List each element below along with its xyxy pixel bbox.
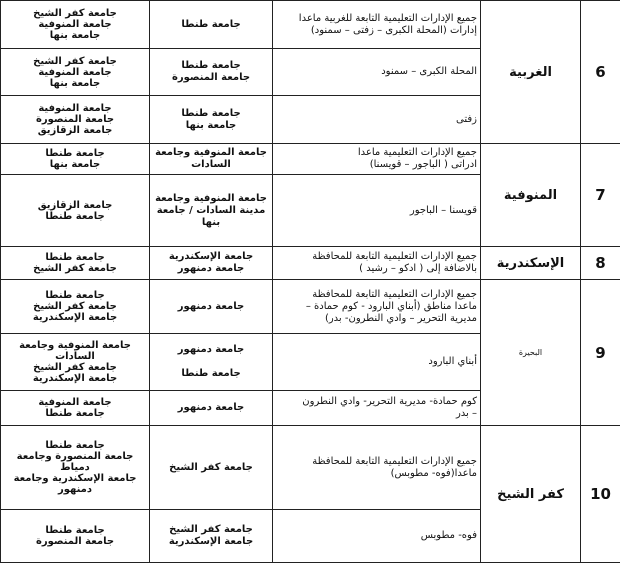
assigned-university-cell	[150, 49, 273, 96]
cell-line: جامعة الإسكندرية	[153, 536, 269, 548]
cell-line: كوم حمادة- مديرية التحرير- وادي النطرون	[276, 396, 477, 408]
cell-line: جامعة الإسكندرية	[153, 251, 269, 263]
cell-line: جميع الإدارات التعليمية التابعة للمحافظة	[276, 456, 477, 468]
cell-line: مدينة السادات / جامعة	[153, 205, 269, 217]
cell-line: جامعة طنطا	[4, 211, 146, 222]
admin-areas-cell	[273, 280, 481, 334]
alternative-universities-cell	[1, 391, 150, 426]
assigned-university-cell	[150, 391, 273, 426]
governorate-name: كفر الشيخ	[481, 426, 581, 563]
cell-line: جميع الإدارات التعليمية التابعة للغربية ماعدا	[276, 13, 477, 25]
cell-line: جامعة الإسكندرية وجامعة	[4, 473, 146, 484]
cell-line: جامعة الإسكندرية	[4, 312, 146, 323]
cell-line: قويسنا – الباجور	[276, 205, 477, 217]
cell-line: جامعة المنصورة	[4, 114, 146, 125]
cell-line	[153, 356, 269, 368]
table-row	[1, 280, 620, 334]
cell-line: إدارات (المحلة الكبرى – زفتى – سمنود)	[276, 25, 477, 37]
assigned-university-cell	[150, 247, 273, 280]
admin-areas-cell	[273, 426, 481, 510]
cell-line: جامعة طنطا	[4, 440, 146, 451]
cell-line: جامعة كفر الشيخ	[4, 56, 146, 67]
cell-line: جميع الإدارات التعليمية التابعة للمحافظة	[276, 289, 477, 301]
alternative-universities-cell	[1, 426, 150, 510]
alternative-universities-cell	[1, 144, 150, 175]
admin-areas-cell	[273, 1, 481, 49]
cell-line: جامعة دمنهور	[153, 344, 269, 356]
assigned-university-cell	[150, 1, 273, 49]
cell-line: دمنهور	[4, 484, 146, 495]
governorate-number: 8	[581, 247, 620, 280]
cell-line: جامعة المنوفية	[4, 397, 146, 408]
cell-line: جامعة دمنهور	[153, 301, 269, 313]
table-row	[1, 247, 620, 280]
cell-line: جامعة الزقازيق	[4, 125, 146, 136]
cell-line: جميع الإدارات التعليمية التابعة للمحافظة	[276, 251, 477, 263]
cell-line: جامعة طنطا	[4, 148, 146, 159]
cell-line: جامعة المنصورة	[4, 536, 146, 547]
cell-line: بنها	[153, 217, 269, 229]
cell-line: جامعة بنها	[4, 159, 146, 170]
governorate-name: الإسكندرية	[481, 247, 581, 280]
assigned-university-cell	[150, 334, 273, 391]
admin-areas-cell	[273, 334, 481, 391]
cell-line: جامعة بنها	[153, 120, 269, 132]
assigned-university-cell	[150, 96, 273, 144]
cell-line: جميع الإدارات التعليمية ماعدا	[276, 147, 477, 159]
governorate-number: 6	[581, 1, 620, 144]
cell-line: السادات	[153, 159, 269, 171]
cell-line: ماعدا(فوه- مطوبس)	[276, 468, 477, 480]
cell-line: جامعة المنصورة	[153, 72, 269, 84]
cell-line: جامعة طنطا	[4, 408, 146, 419]
cell-line: دمياط	[4, 462, 146, 473]
cell-line: أبناي البارود	[276, 356, 477, 368]
governorate-name: الغربية	[481, 1, 581, 144]
cell-line: السادات	[4, 351, 146, 362]
cell-line: جامعة المنوفية وجامعة	[153, 193, 269, 205]
cell-line: جامعة المنوفية وجامعة	[4, 340, 146, 351]
assigned-university-cell	[150, 280, 273, 334]
cell-line: جامعة المنوفية	[4, 67, 146, 78]
cell-line: جامعة طنطا	[153, 368, 269, 380]
cell-line: جامعة طنطا	[153, 19, 269, 31]
cell-line: جامعة دمنهور	[153, 263, 269, 275]
cell-line: جامعة بنها	[4, 30, 146, 41]
cell-line: جامعة كفر الشيخ	[4, 301, 146, 312]
cell-line: جامعة الإسكندرية	[4, 373, 146, 384]
cell-line: جامعة كفر الشيخ	[4, 263, 146, 274]
alternative-universities-cell	[1, 96, 150, 144]
alternative-universities-cell	[1, 49, 150, 96]
cell-line: جامعة طنطا	[153, 108, 269, 120]
admin-areas-cell	[273, 247, 481, 280]
cell-line: المحلة الكبرى – سمنود	[276, 66, 477, 78]
cell-line: جامعة المنوفية	[4, 103, 146, 114]
cell-line: فوه- مطوبس	[276, 530, 477, 542]
governorate-number: 7	[581, 144, 620, 247]
cell-line: ماعدا مناطق (أبناي البارود - كوم حمادة –	[276, 301, 477, 313]
alternative-universities-cell	[1, 280, 150, 334]
alternative-universities-cell	[1, 247, 150, 280]
cell-line: – بدر	[276, 408, 477, 420]
alternative-universities-cell	[1, 1, 150, 49]
cell-line: جامعة بنها	[4, 78, 146, 89]
governorate-number: 10	[581, 426, 620, 563]
admin-areas-cell	[273, 49, 481, 96]
assigned-university-cell	[150, 175, 273, 247]
table-row	[1, 1, 620, 49]
cell-line: جامعة كفر الشيخ	[153, 462, 269, 474]
governorate-name: البحيرة	[481, 280, 581, 426]
cell-line: جامعة كفر الشيخ	[4, 362, 146, 373]
admin-areas-cell	[273, 144, 481, 175]
table-row	[1, 144, 620, 175]
cell-line: جامعة كفر الشيخ	[153, 524, 269, 536]
admin-areas-cell	[273, 96, 481, 144]
assigned-university-cell	[150, 426, 273, 510]
cell-line: جامعة المنوفية وجامعة	[153, 147, 269, 159]
cell-line: جامعة الزقازيق	[4, 200, 146, 211]
alternative-universities-cell	[1, 334, 150, 391]
governorate-number: 9	[581, 280, 620, 426]
governorate-name: المنوفية	[481, 144, 581, 247]
cell-line: مديرية التحرير – وادي النطرون- بدر)	[276, 313, 477, 325]
admin-areas-cell	[273, 391, 481, 426]
cell-line: ادراتى ( الباجور – قويسنا)	[276, 159, 477, 171]
alternative-universities-cell	[1, 175, 150, 247]
cell-line: جامعة طنطا	[153, 60, 269, 72]
cell-line: جامعة المنوفية	[4, 19, 146, 30]
cell-line: جامعة طنطا	[4, 525, 146, 536]
cell-line: بالاضافة إلى ( ادكو – رشيد )	[276, 263, 477, 275]
cell-line: جامعة المنصورة وجامعة	[4, 451, 146, 462]
cell-line: زفتى	[276, 114, 477, 126]
assigned-university-cell	[150, 144, 273, 175]
table-row	[1, 426, 620, 510]
cell-line: جامعة دمنهور	[153, 402, 269, 414]
cell-line: جامعة كفر الشيخ	[4, 8, 146, 19]
admin-areas-cell	[273, 175, 481, 247]
cell-line: جامعة طنطا	[4, 290, 146, 301]
cell-line: جامعة طنطا	[4, 252, 146, 263]
